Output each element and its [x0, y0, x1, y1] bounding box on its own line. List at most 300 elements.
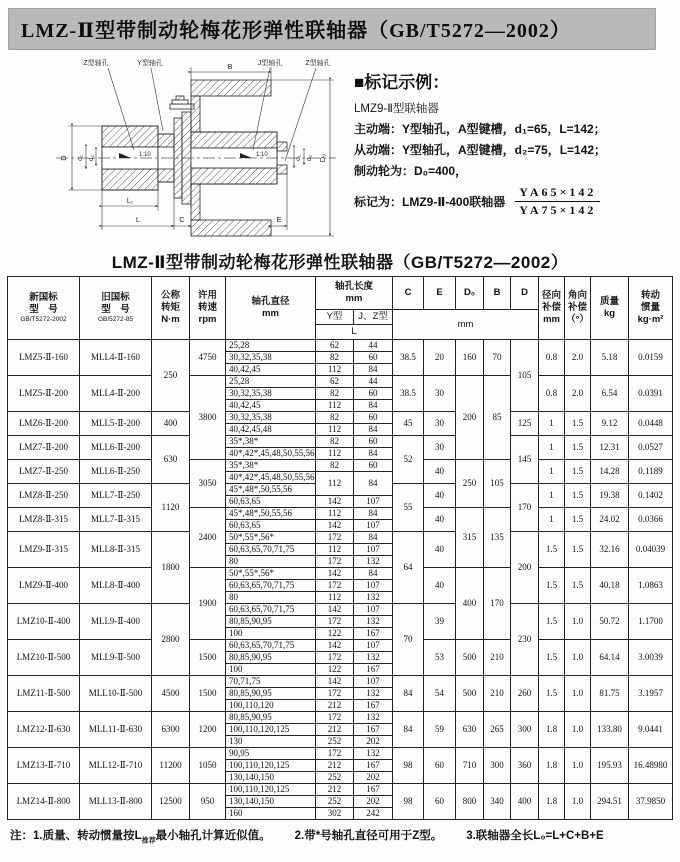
spec-cell: 172 — [316, 532, 354, 544]
spec-cell: 167 — [354, 628, 393, 640]
bore-diameter-cell: 40,42,45 — [226, 400, 316, 412]
spec-cell: LMZ10-Ⅱ-500 — [8, 640, 80, 676]
spec-cell: 14.28 — [591, 460, 629, 484]
spec-cell: 40 — [424, 484, 456, 508]
spec-cell: 250 — [456, 460, 484, 508]
spec-cell: 84 — [354, 400, 393, 412]
header-line: 转动 — [641, 290, 661, 302]
spec-cell: 60 — [424, 784, 456, 820]
col-header-angular-comp — [565, 277, 591, 340]
spec-cell: 1050 — [190, 748, 226, 784]
spec-cell: 6.54 — [591, 376, 629, 412]
header-line: 新国标 — [29, 292, 58, 304]
spec-cell: 400 — [511, 784, 539, 820]
table-row — [8, 340, 673, 352]
bore-diameter-cell: 100,110,120,125 — [226, 760, 316, 772]
spec-cell: LMZ8-Ⅱ-315 — [8, 508, 80, 532]
bore-diameter-cell: 80,85,90,95 — [226, 652, 316, 664]
col-header-speed — [190, 277, 226, 340]
footnote-1 — [10, 827, 271, 845]
spec-cell: 200 — [511, 532, 539, 604]
spec-cell: 16.48980 — [629, 748, 673, 784]
spec-cell: LMZ7-Ⅱ-250 — [8, 460, 80, 484]
spec-cell: 12.31 — [591, 436, 629, 460]
bore-diameter-cell: 60,63,65,70,71,75 — [226, 544, 316, 556]
table-row — [8, 712, 673, 724]
spec-cell: 132 — [354, 616, 393, 628]
spec-cell: 1.8 — [539, 784, 565, 820]
spec-cell: 300 — [511, 712, 539, 748]
drawing-label-z-bore-left: Z型轴孔 — [83, 60, 109, 67]
spec-cell: 1.5 — [539, 568, 565, 604]
spec-cell: MLL4-Ⅱ-160 — [80, 340, 152, 376]
drawing-label-d1-dim-right: d₁ — [295, 155, 302, 161]
marking-line-drive-end: 主动端：Y型轴孔，A型键槽，d₁=65，L=142； — [354, 122, 606, 136]
header-line: GB/T5272-2002 — [20, 315, 67, 323]
spec-cell: 142 — [316, 568, 354, 580]
spec-cell: 1 — [539, 484, 565, 508]
spec-cell: LMZ7-Ⅱ-200 — [8, 436, 80, 460]
spec-cell: 252 — [316, 796, 354, 808]
spec-cell: 210 — [484, 640, 511, 676]
spec-cell: 107 — [354, 544, 393, 556]
table-row — [8, 748, 673, 760]
col-header-y-type: Y型 — [316, 310, 354, 325]
spec-cell: 60 — [424, 748, 456, 784]
col-header-new-model — [8, 277, 80, 340]
spec-cell: 38.5 — [393, 376, 424, 412]
spec-cell: 242 — [354, 808, 393, 820]
header-line: 型 号 — [29, 303, 58, 315]
spec-cell: 315 — [456, 508, 484, 568]
bore-diameter-cell: 130,140,150 — [226, 796, 316, 808]
spec-cell: MLL6-Ⅱ-250 — [80, 460, 152, 484]
spec-cell: 11200 — [152, 748, 190, 784]
spec-cell: 200 — [456, 376, 484, 460]
bore-diameter-cell: 90,95 — [226, 748, 316, 760]
col-header-inertia — [629, 277, 673, 340]
bore-diameter-cell: 80,85,90,95 — [226, 712, 316, 724]
spec-cell: 1500 — [190, 640, 226, 676]
spec-cell: 167 — [354, 760, 393, 772]
spec-cell: 142 — [316, 604, 354, 616]
spec-cell: MLL11-Ⅱ-630 — [80, 712, 152, 748]
spec-cell: 1.5 — [565, 532, 591, 568]
bore-diameter-cell: 80 — [226, 556, 316, 568]
spec-cell: 170 — [484, 568, 511, 640]
spec-cell: 294.51 — [591, 784, 629, 820]
spec-cell: 84 — [393, 676, 424, 712]
bore-diameter-cell: 40*,42*,45,48,50,55,56 — [226, 448, 316, 460]
drawing-label-d2-dim: d₂ — [88, 154, 95, 162]
spec-cell: 167 — [354, 724, 393, 736]
spec-table-body — [8, 340, 673, 820]
header-line: 补偿 — [542, 302, 562, 314]
bore-diameter-cell: 130,140,150 — [226, 772, 316, 784]
spec-cell: 40 — [424, 568, 456, 604]
spec-cell: 1.0 — [565, 676, 591, 712]
header-line: rpm — [198, 313, 217, 325]
spec-cell: 1.5 — [565, 412, 591, 436]
spec-cell: 1500 — [190, 676, 226, 712]
spec-cell: 300 — [484, 748, 511, 784]
bore-diameter-cell: 100,110,120,125 — [226, 724, 316, 736]
spec-cell: 630 — [152, 436, 190, 484]
bore-diameter-cell: 40*,42*,45,48,50,55,56 — [226, 472, 316, 484]
spec-cell: 1.5 — [565, 460, 591, 484]
marking-line-driven-end: 从动端：Y型轴孔，A型键槽，d₂=75，L=142； — [354, 143, 607, 157]
spec-cell: 112 — [316, 544, 354, 556]
spec-cell: 84 — [354, 472, 393, 496]
header-line: mm — [345, 293, 363, 304]
top-section — [4, 54, 674, 246]
marking-line-model: LMZ9-Ⅱ型联轴器 — [354, 103, 439, 115]
spec-cell: 60 — [354, 412, 393, 424]
spec-cell: 400 — [456, 568, 484, 640]
coupling-cross-section-drawing — [4, 54, 344, 246]
spec-cell: 252 — [316, 736, 354, 748]
bore-diameter-cell: 60,63,65,70,71,75 — [226, 604, 316, 616]
drawing-label-d0-dim: D₀ — [318, 153, 327, 163]
spec-cell: 82 — [316, 460, 354, 472]
spec-cell: 212 — [316, 700, 354, 712]
drawing-label-e-dim: E — [276, 215, 282, 224]
spec-cell: 105 — [484, 460, 511, 508]
spec-cell: 135 — [484, 508, 511, 568]
spec-cell: MLL8-Ⅱ-315 — [80, 532, 152, 568]
spec-cell: 172 — [316, 616, 354, 628]
spec-cell: MLL12-Ⅱ-710 — [80, 748, 152, 784]
col-header-b: B — [484, 277, 511, 310]
spec-cell: 1.5 — [539, 640, 565, 676]
table-row — [8, 508, 673, 520]
spec-cell: 82 — [316, 352, 354, 364]
spec-cell: 24.02 — [591, 508, 629, 532]
spec-cell: 1 — [539, 412, 565, 436]
spec-cell: 400 — [152, 412, 190, 436]
col-header-length-l: L — [316, 325, 393, 340]
spec-cell: 84 — [354, 532, 393, 544]
header-line: 质量 — [600, 296, 620, 308]
spec-cell: 1.0 — [565, 784, 591, 820]
spec-cell: 710 — [456, 748, 484, 784]
header-row-1 — [8, 277, 673, 310]
spec-cell: 30 — [424, 376, 456, 412]
spec-cell: 64 — [393, 532, 424, 604]
table-row — [8, 568, 673, 580]
marking-line-brake-wheel: 制动轮为：D₀=400， — [354, 164, 468, 178]
spec-cell: 160 — [456, 340, 484, 376]
spec-cell: 112 — [316, 448, 354, 460]
spec-cell: 1900 — [190, 568, 226, 640]
drawing-label-d2-dim-right: d₂ — [306, 154, 313, 162]
spec-cell: 0.04039 — [629, 532, 673, 568]
spec-cell: 107 — [354, 520, 393, 532]
spec-cell: LMZ13-Ⅱ-710 — [8, 748, 80, 784]
header-line: 轴孔长度 — [335, 281, 374, 293]
spec-cell: 167 — [354, 700, 393, 712]
bore-diameter-cell: 60,63,65,70,71,75 — [226, 580, 316, 592]
spec-cell: 145 — [511, 436, 539, 484]
spec-cell: 55 — [393, 484, 424, 532]
spec-cell: 12500 — [152, 784, 190, 820]
spec-cell: 62 — [316, 376, 354, 388]
header-line: GB/5272-85 — [97, 315, 134, 323]
drawing-label-c-dim: C — [179, 215, 185, 224]
spec-cell: 2.0 — [565, 340, 591, 376]
spec-cell: 9.0441 — [629, 712, 673, 748]
drawing-label-d-dim: D — [59, 155, 68, 161]
spec-cell: LMZ5-Ⅱ-200 — [8, 376, 80, 412]
spec-cell: LMZ12-Ⅱ-630 — [8, 712, 80, 748]
spec-cell: 40 — [424, 532, 456, 568]
spec-cell: 0.8 — [539, 376, 565, 412]
col-header-bore-diameter — [226, 277, 316, 340]
spec-cell: 2800 — [152, 604, 190, 676]
spec-cell: 3.1957 — [629, 676, 673, 712]
spec-cell: 195.93 — [591, 748, 629, 784]
spec-cell: 1800 — [152, 532, 190, 604]
spec-cell: 2.0 — [565, 376, 591, 412]
spec-cell: MLL9-Ⅱ-400 — [80, 604, 152, 640]
marking-designation-label: 标记为：LMZ9-Ⅱ-400联轴器 — [354, 195, 506, 209]
col-header-mm-unit: mm — [393, 310, 539, 340]
header-line: kg·m² — [637, 313, 664, 325]
spec-cell: 202 — [354, 772, 393, 784]
fraction-denominator: YA75×142 — [519, 203, 597, 217]
spec-cell: 85 — [484, 376, 511, 460]
spec-cell: 40 — [424, 460, 456, 484]
spec-cell: 4500 — [152, 676, 190, 712]
spec-cell: 302 — [316, 808, 354, 820]
spec-cell: 1.0 — [565, 748, 591, 784]
spec-cell: 1.5 — [565, 508, 591, 532]
spec-cell: MLL5-Ⅱ-200 — [80, 412, 152, 436]
spec-cell: 132 — [354, 652, 393, 664]
footnote-3: 3.联轴器全长L₀=L+C+B+E — [466, 830, 604, 842]
spec-cell: 172 — [316, 712, 354, 724]
spec-cell: 60 — [354, 388, 393, 400]
spec-cell: 1.5 — [539, 604, 565, 640]
table-row — [8, 604, 673, 616]
bore-diameter-cell: 70,71,75 — [226, 676, 316, 688]
spec-cell: 252 — [316, 772, 354, 784]
spec-cell: 1.5 — [565, 436, 591, 460]
spec-cell: 105 — [511, 340, 539, 412]
spec-cell: LMZ10-Ⅱ-400 — [8, 604, 80, 640]
spec-cell: 0.0448 — [629, 412, 673, 436]
spec-cell: 0.0366 — [629, 508, 673, 532]
spec-cell: 1.5 — [565, 568, 591, 604]
spec-cell: MLL7-Ⅱ-250 — [80, 484, 152, 508]
spec-cell: 84 — [354, 508, 393, 520]
spec-cell: 122 — [316, 628, 354, 640]
bore-diameter-cell: 35*,38* — [226, 460, 316, 472]
drawing-label-b-dim: B — [227, 62, 233, 71]
spec-cell: 53 — [424, 640, 456, 676]
spec-cell: 132 — [354, 712, 393, 724]
spec-cell: 800 — [456, 784, 484, 820]
spec-cell: 950 — [190, 784, 226, 820]
marking-heading: ■标记示例： — [354, 73, 450, 92]
spec-cell: 250 — [152, 340, 190, 412]
spec-cell: 60 — [354, 460, 393, 472]
spec-cell: 0.0527 — [629, 436, 673, 460]
spec-cell: 210 — [484, 676, 511, 712]
catalog-page — [0, 8, 680, 862]
bore-diameter-cell: 100,110,120,125 — [226, 784, 316, 796]
table-row — [8, 532, 673, 544]
spec-cell: 112 — [316, 472, 354, 496]
header-line: 转矩 — [160, 302, 180, 314]
spec-cell: 125 — [511, 412, 539, 436]
bore-diameter-cell: 60,63,65,70,71,75 — [226, 640, 316, 652]
table-row — [8, 460, 673, 472]
spec-cell: 2400 — [190, 508, 226, 568]
spec-cell: 172 — [316, 688, 354, 700]
col-header-d: D — [511, 277, 539, 310]
spec-cell: 37.9850 — [629, 784, 673, 820]
spec-cell: 1.5 — [539, 676, 565, 712]
header-line: N·m — [161, 313, 180, 325]
col-header-torque — [152, 277, 190, 340]
col-header-d0: D₀ — [456, 277, 484, 310]
bore-diameter-cell: 30,32,35,38 — [226, 388, 316, 400]
spec-cell: 84 — [393, 712, 424, 748]
spec-cell: 0.0391 — [629, 376, 673, 412]
header-line: 转速 — [197, 302, 217, 314]
table-row — [8, 376, 673, 388]
spec-cell: 1.5 — [565, 484, 591, 508]
spec-cell: 0.0159 — [629, 340, 673, 376]
spec-cell: LMZ11-Ⅱ-500 — [8, 676, 80, 712]
header-line: mm — [262, 308, 279, 319]
spec-cell: 107 — [354, 580, 393, 592]
spec-cell: 1.0 — [565, 640, 591, 676]
spec-cell: LMZ9-Ⅱ-315 — [8, 532, 80, 568]
table-row — [8, 412, 673, 424]
spec-cell: 84 — [354, 424, 393, 436]
header-line: mm — [543, 313, 560, 325]
footnotes — [10, 827, 670, 845]
spec-cell: 82 — [316, 412, 354, 424]
col-header-old-model — [80, 277, 152, 340]
spec-cell: 133.80 — [591, 712, 629, 748]
bore-diameter-cell: 80 — [226, 592, 316, 604]
spec-cell: 84 — [354, 448, 393, 460]
bore-diameter-cell: 25,28 — [226, 340, 316, 352]
spec-cell: 9.12 — [591, 412, 629, 436]
marking-example-block — [344, 54, 674, 246]
bore-diameter-cell: 50*,55*,56* — [226, 532, 316, 544]
spec-cell: 202 — [354, 796, 393, 808]
bore-diameter-cell: 30,32,35,38 — [226, 352, 316, 364]
spec-cell: 132 — [354, 556, 393, 568]
col-header-jz-type: J、Z型 — [354, 310, 393, 325]
spec-cell: 172 — [316, 580, 354, 592]
drawing-label-y-bore: Y型轴孔 — [137, 60, 163, 67]
spec-cell: MLL9-Ⅱ-500 — [80, 640, 152, 676]
footnote-1-subscript: 推荐 — [141, 837, 156, 845]
footnote-1-tail: 最小轴孔计算近似值。 — [155, 830, 271, 842]
spec-cell: 70 — [484, 340, 511, 376]
table-row — [8, 436, 673, 448]
fraction-numerator: YA65×142 — [515, 185, 600, 202]
spec-cell: MLL13-Ⅱ-800 — [80, 784, 152, 820]
spec-cell: 0.1402 — [629, 484, 673, 508]
spec-cell: 98 — [393, 784, 424, 820]
spec-cell: 1200 — [190, 712, 226, 748]
footnote-2: 2.带*号轴孔直径可用于Z型。 — [294, 830, 443, 842]
table-row — [8, 640, 673, 652]
spec-cell: 360 — [511, 748, 539, 784]
spec-cell: 107 — [354, 496, 393, 508]
spec-cell: 112 — [316, 508, 354, 520]
spec-cell: 1.8 — [539, 748, 565, 784]
spec-cell: 132 — [354, 688, 393, 700]
spec-cell: 20 — [424, 340, 456, 376]
header-line: kg — [603, 308, 616, 319]
spec-cell: 1.8 — [539, 712, 565, 748]
spec-cell: 142 — [316, 640, 354, 652]
spec-cell: 6300 — [152, 712, 190, 748]
table-row — [8, 784, 673, 796]
spec-cell: 45 — [393, 412, 424, 436]
spec-cell: 1 — [539, 436, 565, 460]
spec-cell: MLL4-Ⅱ-200 — [80, 376, 152, 412]
drawing-label-taper-right: 1:10 — [256, 152, 268, 158]
spec-cell: 19.38 — [591, 484, 629, 508]
spec-cell: 38.5 — [393, 340, 424, 376]
spec-cell: 167 — [354, 784, 393, 796]
spec-cell: 5.18 — [591, 340, 629, 376]
header-line: 许用 — [197, 290, 217, 302]
spec-cell: 170 — [511, 484, 539, 532]
spec-table — [7, 276, 673, 820]
spec-cell: 0.1189 — [629, 460, 673, 484]
drawing-label-l1-dim: L₁ — [126, 198, 134, 205]
spec-cell: 44 — [354, 376, 393, 388]
spec-cell: 1.1700 — [629, 604, 673, 640]
spec-cell: 44 — [354, 340, 393, 352]
table-title: LMZ-Ⅱ型带制动轮梅花形弹性联轴器（GB/T5272—2002） — [111, 253, 569, 272]
spec-cell: 59 — [424, 712, 456, 748]
spec-cell: 30 — [424, 412, 456, 436]
bore-diameter-cell: 100 — [226, 628, 316, 640]
spec-cell: MLL10-Ⅱ-500 — [80, 676, 152, 712]
spec-cell: 4750 — [190, 340, 226, 376]
col-header-c: C — [393, 277, 424, 310]
spec-cell: 1.0 — [565, 712, 591, 748]
bore-diameter-cell: 50*,55*,56* — [226, 568, 316, 580]
bore-diameter-cell: 30,32,35,38 — [226, 412, 316, 424]
spec-cell: 340 — [484, 784, 511, 820]
spec-cell: 132 — [354, 748, 393, 760]
header-line: 型 号 — [101, 303, 130, 315]
bore-diameter-cell: 40,42,45,48 — [226, 424, 316, 436]
spec-cell: 172 — [316, 556, 354, 568]
bore-diameter-cell: 45*,48*,50,55,56 — [226, 508, 316, 520]
spec-cell: 50.72 — [591, 604, 629, 640]
page-title: LMZ-Ⅱ型带制动轮梅花形弹性联轴器（GB/T5272—2002） — [8, 8, 656, 50]
spec-cell: 132 — [354, 592, 393, 604]
spec-cell: 54 — [424, 676, 456, 712]
spec-cell: 265 — [484, 712, 511, 748]
spec-cell: 84 — [354, 568, 393, 580]
spec-cell: LMZ14-Ⅱ-800 — [8, 784, 80, 820]
designation-fraction — [515, 185, 600, 218]
spec-cell: 212 — [316, 760, 354, 772]
